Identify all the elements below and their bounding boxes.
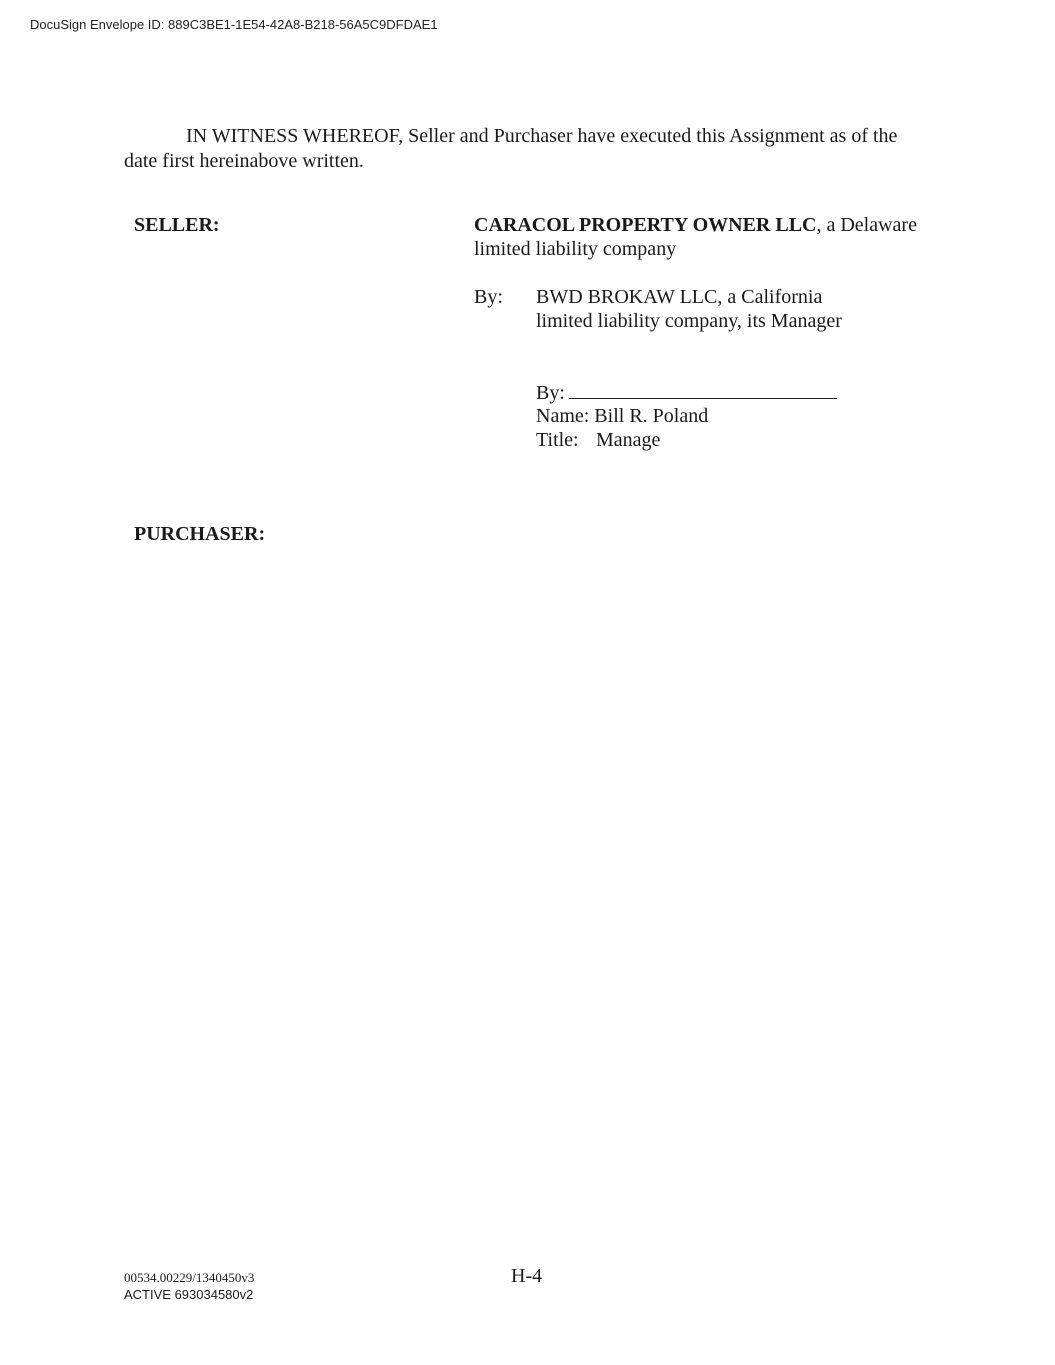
footer-doc-ref: 00534.00229/1340450v3 [124, 1270, 255, 1285]
seller-company-line-1 [474, 213, 917, 238]
signatory-name: Name: Bill R. Poland [536, 405, 709, 427]
signature-by-label: By: [536, 382, 565, 404]
seller-label: SELLER: [134, 214, 220, 236]
signature-blank [569, 380, 837, 399]
page-number: H-4 [511, 1265, 543, 1287]
seller-by-label: By: [474, 286, 503, 308]
seller-company-desc-1: , a Delaware [816, 214, 917, 236]
witness-line-2: date first hereinabove written. [124, 150, 364, 172]
manager-line-2: limited liability company, its Manager [536, 310, 842, 332]
title-label: Title: [536, 429, 579, 451]
envelope-id: DocuSign Envelope ID: 889C3BE1-1E54-42A8-B218-56A5C9DFDAE1 [30, 17, 438, 32]
seller-company-name: CARACOL PROPERTY OWNER LLC [474, 214, 817, 236]
footer-active-ref: ACTIVE 693034580v2 [124, 1287, 254, 1302]
signature-line [536, 380, 837, 406]
signatory-title [536, 428, 660, 453]
title-value: Manage [596, 429, 661, 451]
witness-line-1: IN WITNESS WHEREOF, Seller and Purchaser have executed this Assignment as of the [186, 125, 898, 147]
seller-company-desc-2: limited liability company [474, 238, 677, 260]
manager-line-1: BWD BROKAW LLC, a California [536, 286, 823, 308]
purchaser-label: PURCHASER: [134, 523, 266, 545]
